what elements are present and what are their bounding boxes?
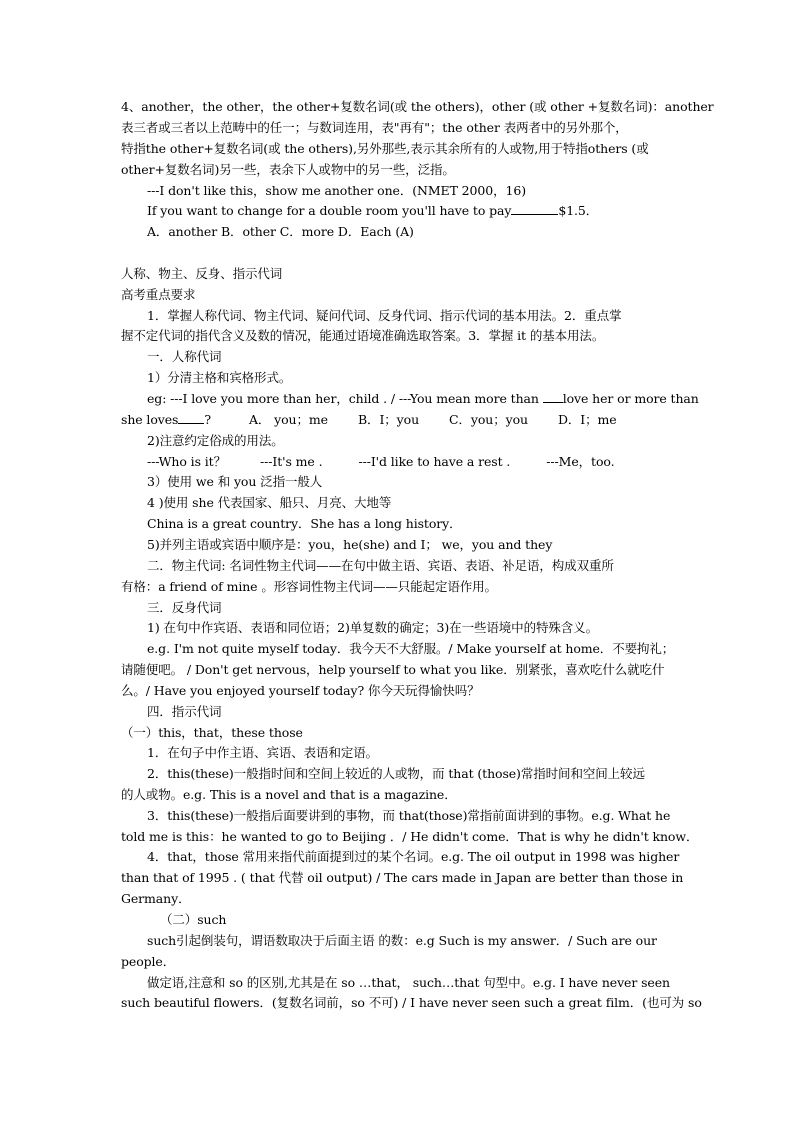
demonstrative-point-3-line-2: told me is this：he wanted to go to Beijing ．/ He didn't come．That is why he didn't know．	[121, 829, 699, 844]
section-4-line-4: other+复数名词)另一些，表余下人或物中的另一些，泛指。	[121, 162, 455, 177]
personal-point-5: 5)并列主语或宾语中顺序是：you，he(she) and I； we，you and they	[147, 537, 553, 552]
option-d: D．I；me	[557, 412, 617, 427]
requirements-line-2: 握不定代词的指代含义及数的情况，能通过语境准确选取答案。3．掌握 it 的基本用法。	[121, 328, 605, 343]
possessive-line-1: 二．物主代词: 名词性物主代词——在句中做主语、宾语、表语、补足语，构成双重所	[147, 558, 614, 573]
such-line-3: 做定语,注意和 so 的区别,尤其是在 so …that， such…that 句型中。e.g. I have never seen	[147, 975, 670, 990]
answer-blank	[178, 412, 204, 424]
section-4-line-1: 4、another，the other，the other+复数名词(或 the others)，other (或 other +复数名词)：another	[121, 99, 714, 114]
personal-point-3: 3）使用 we 和 you 泛指一般人	[147, 474, 323, 489]
personal-point-4-example: China is a great country．She has a long history．	[147, 516, 462, 531]
option-b: B．I；you	[357, 412, 420, 427]
reflexive-line-1: 1) 在句中作宾语、表语和同位语；2)单复数的确定；3)在一些语境中的特殊含义。	[147, 620, 598, 635]
answer-blank	[543, 391, 563, 403]
reflexive-heading: 三．反身代词	[147, 600, 222, 615]
option-a: A． you；me	[248, 412, 328, 427]
answer-blank	[511, 203, 558, 215]
demonstrative-point-3-line-1: 3．this(these)一般指后面要讲到的事物，而 that(those)常指前面讲到的事物。e.g. What he	[147, 808, 671, 823]
reflexive-line-4: 么。/ Have you enjoyed yourself today? 你今天玩得愉快吗？	[121, 683, 480, 698]
demonstrative-sub-2: （二）such	[160, 912, 227, 927]
eg-line-2	[121, 412, 617, 428]
demonstrative-sub-1: （一）this，that，these those	[121, 725, 303, 740]
personal-point-2-examples	[147, 454, 614, 470]
demonstrative-point-2-line-2: 的人或物。e.g. This is a novel and that is a magazine．	[121, 787, 457, 802]
section-heading: 人称、物主、反身、指示代词	[121, 266, 283, 281]
ex-who: ---Who is it？	[147, 454, 226, 469]
demonstrative-point-2-line-1: 2．this(these)一般指时间和空间上较近的人或物，而 that (those)常指时间和空间上较远	[147, 766, 645, 781]
such-line-1: such引起倒装句，谓语数取决于后面主语 的数：e.g Such is my answer．/ Such are our	[147, 933, 657, 948]
ex-rest: ---I'd like to have a rest .	[358, 454, 511, 469]
option-c: C．you；you	[449, 412, 528, 427]
eg-line-1-text: eg: ---I love you more than her，child . / ---You mean more than	[147, 391, 539, 406]
ex-me-too: ---Me，too.	[546, 454, 615, 469]
demonstrative-point-4-line-3: Germany．	[121, 891, 191, 906]
eg-line-1-tail: love her or more than	[562, 391, 699, 406]
example-2-text: If you want to change for a double room you'll have to pay	[147, 203, 512, 218]
demonstrative-heading: 四．指示代词	[147, 704, 222, 719]
question-mark: ?	[204, 412, 211, 427]
eg-line-1	[147, 391, 699, 407]
personal-pronoun-heading: 一．人称代词	[147, 349, 222, 364]
section-4-line-2: 表三者或三者以上范畴中的任一；与数词连用，表"再有"；the other 表两者中的另外那个，	[121, 120, 628, 135]
eg-line-2-lead: she loves	[121, 412, 179, 427]
demonstrative-point-4-line-2: than that of 1995 . ( that 代替 oil output) / The cars made in Japan are better than those in	[121, 870, 684, 885]
demonstrative-point-4-line-1: 4．that，those 常用来指代前面提到过的某个名词。e.g. The oil output in 1998 was higher	[147, 849, 680, 864]
example-2-price: $1.5．	[558, 203, 599, 218]
personal-point-4: 4 )使用 she 代表国家、船只、月亮、大地等	[147, 495, 392, 510]
example-2-options: A．another B．other C．more D．Each (A)	[147, 224, 414, 239]
requirements-line-1: 1．掌握人称代词、物主代词、疑问代词、反身代词、指示代词的基本用法。2．重点掌	[147, 308, 622, 323]
example-2	[147, 203, 598, 219]
ex-its-me: ---It's me .	[260, 454, 323, 469]
reflexive-line-2: e.g. I'm not quite myself today．我今天不大舒服。/ Make yourself at home．不要拘礼；	[147, 641, 675, 656]
personal-point-1: 1）分清主格和宾格形式。	[147, 370, 292, 385]
possessive-line-2: 有格：a friend of mine 。形容词性物主代词——只能起定语作用。	[121, 579, 497, 594]
reflexive-line-3: 请随便吧。 / Don't get nervous，help yourself to what you like．别紧张，喜欢吃什么就吃什	[121, 662, 665, 677]
subheading: 高考重点要求	[121, 287, 196, 302]
demonstrative-point-1: 1．在句子中作主语、宾语、表语和定语。	[147, 745, 379, 760]
personal-point-2: 2)注意约定俗成的用法。	[147, 433, 284, 448]
example-1: ---I don't like this，show me another one．(NMET 2000，16)	[147, 183, 526, 198]
such-line-2: people．	[121, 954, 176, 969]
such-line-4: such beautiful flowers．(复数名词前，so 不可) / I have never seen such a great film．(也可为 so	[121, 995, 702, 1010]
section-4-line-3: 特指the other+复数名词(或 the others),另外那些,表示其余所有的人或物,用于特指others (或	[121, 141, 649, 156]
